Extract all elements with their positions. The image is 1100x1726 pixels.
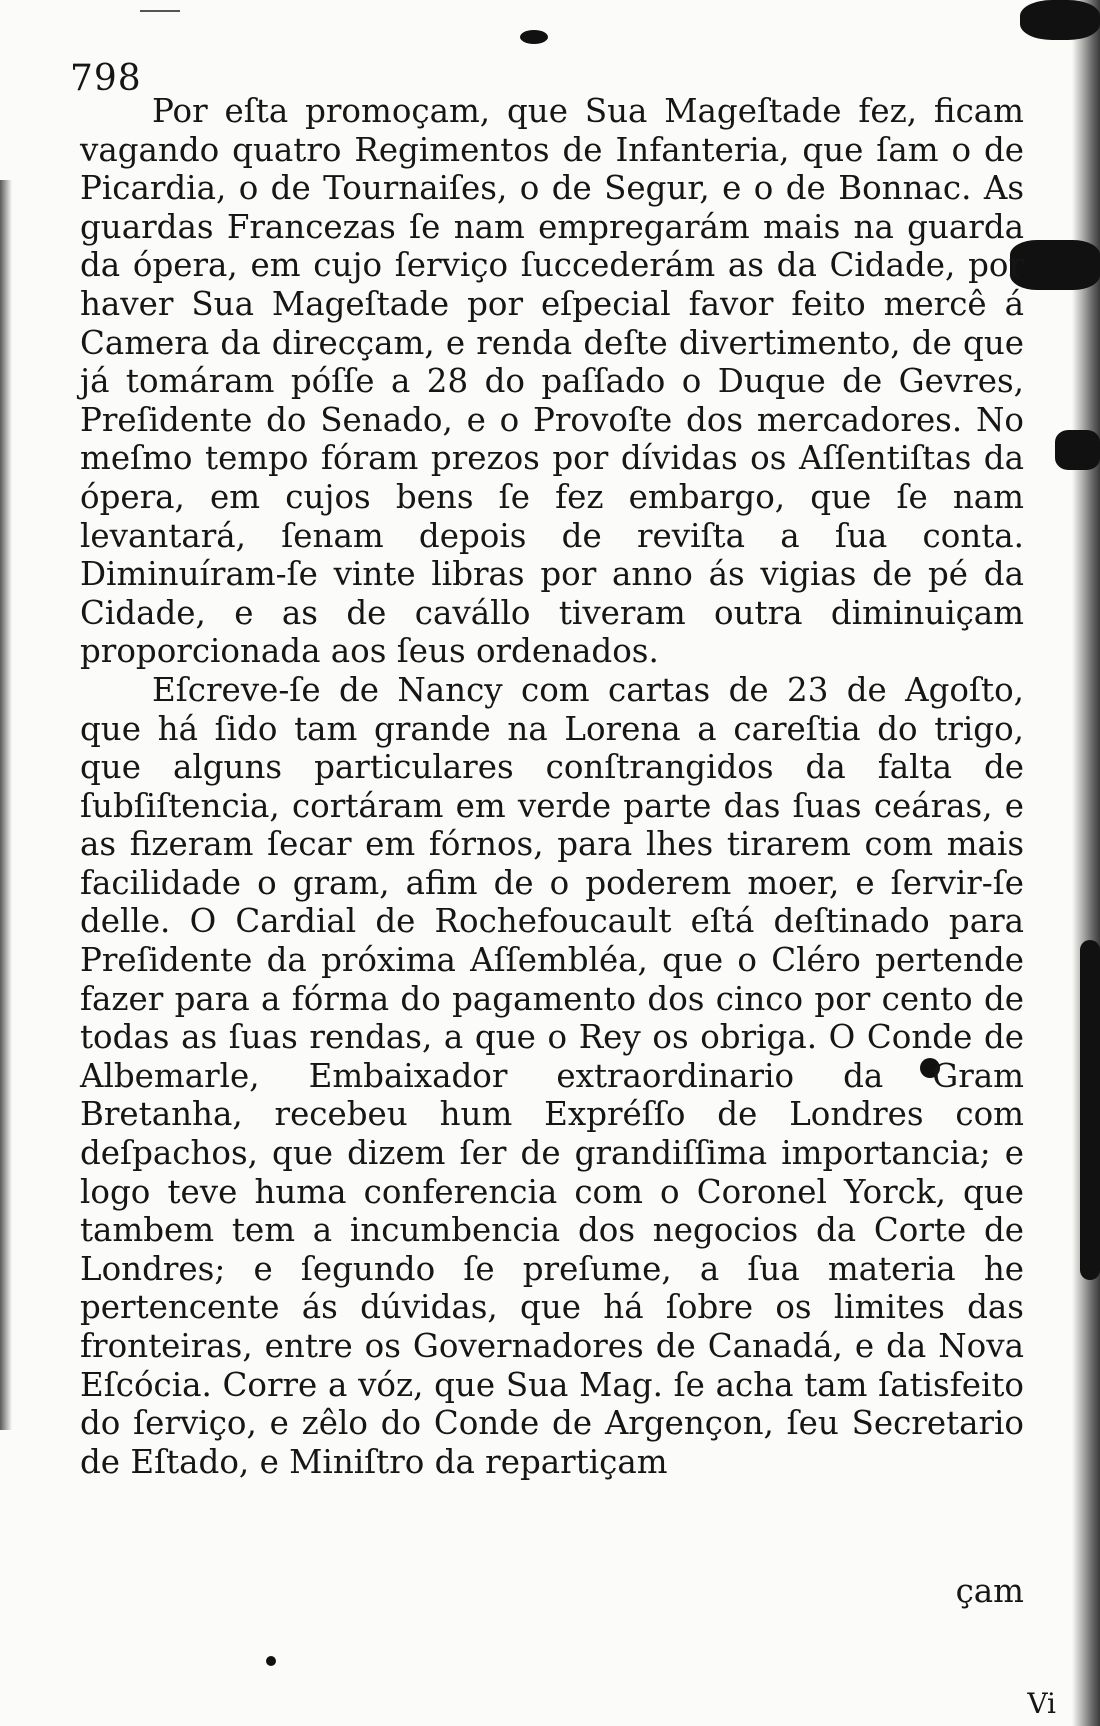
paragraph: Eſcreve-ſe de Nancy com cartas de 23 de Agoſto, que há ſido tam grande na Lorena a careſtia do trigo, que alguns particulares conſtrangidos da falta de ſubſiſtencia, cortáram em verde parte das ſuas ceáras, e as fizeram ſecar em fórnos, para lhes tirarem com mais facilidade o gram, afim de o poderem moer, e ſervir-ſe delle. O Cardial de Rochefoucault eſtá deſtinado para Preſidente da próxima Aſſembléa, que o Cléro pertende fazer para a fórma do pagamento dos cinco por cento de todas as ſuas rendas, a que o Rey os obriga. O Conde de Albemarle, Embaixador extraordinario da Gram Bretanha, recebeu hum Expréſſo de Londres com deſpachos, que dizem ſer de grandiſſima importancia; e logo teve huma conferencia com o Coronel Yorck, que tambem tem a incumbencia dos negocios da Corte de Londres; e ſegundo ſe preſume, a ſua materia he pertencente ás dúvidas, que há ſobre os limites das fronteiras, entre os Governadores de Canadá, e da Nova Eſcócia. Corre a vóz, que Sua Mag. ſe acha tam ſatisfeito do ſerviço, e zêlo do Conde de Argençon, ſeu Secretario de Eſtado, e Miniſtro da repartiçam xyxy=(80,670,1024,1481)
page-number: 798 xyxy=(70,58,142,99)
scan-left-edge-shadow xyxy=(0,180,12,1430)
catchword: çam xyxy=(955,1572,1024,1610)
ink-blot xyxy=(1055,430,1100,470)
signature-mark: Vi xyxy=(1027,1687,1056,1720)
ink-blot xyxy=(1080,940,1100,1280)
scan-scratch xyxy=(140,10,180,12)
ink-dot xyxy=(266,1656,276,1666)
paragraph: Por eſta promoçam, que Sua Mageſtade fez, ficam vagando quatro Regimentos de Infanteria, que ſam o de Picardia, o de Tournaiſes, o de Segur, e o de Bonnac. As guardas Francezas ſe nam empregarám mais na guarda da ópera, em cujo ſerviço ſuccederám as da Cidade, por haver Sua Mageſtade por eſpecial favor feito mercê á Camera da direcçam, e renda deſte divertimento, de que já tomáram póſſe a 28 do paſſado o Duque de Gevres, Preſidente do Senado, e o Provoſte dos mercadores. No meſmo tempo fóram prezos por dívidas os Aſſentiſtas da ópera, em cujos bens ſe fez embargo, que ſe nam levantará, ſenam depois de reviſta a ſua conta. Diminuíram-ſe vinte libras por anno ás vigias de pé da Cidade, e as de cavállo tiveram outra diminuiçam proporcionada aos ſeus ordenados. xyxy=(80,92,1024,671)
ink-blot xyxy=(1020,0,1100,40)
ink-blot xyxy=(520,30,548,44)
body-text xyxy=(80,92,1024,1481)
